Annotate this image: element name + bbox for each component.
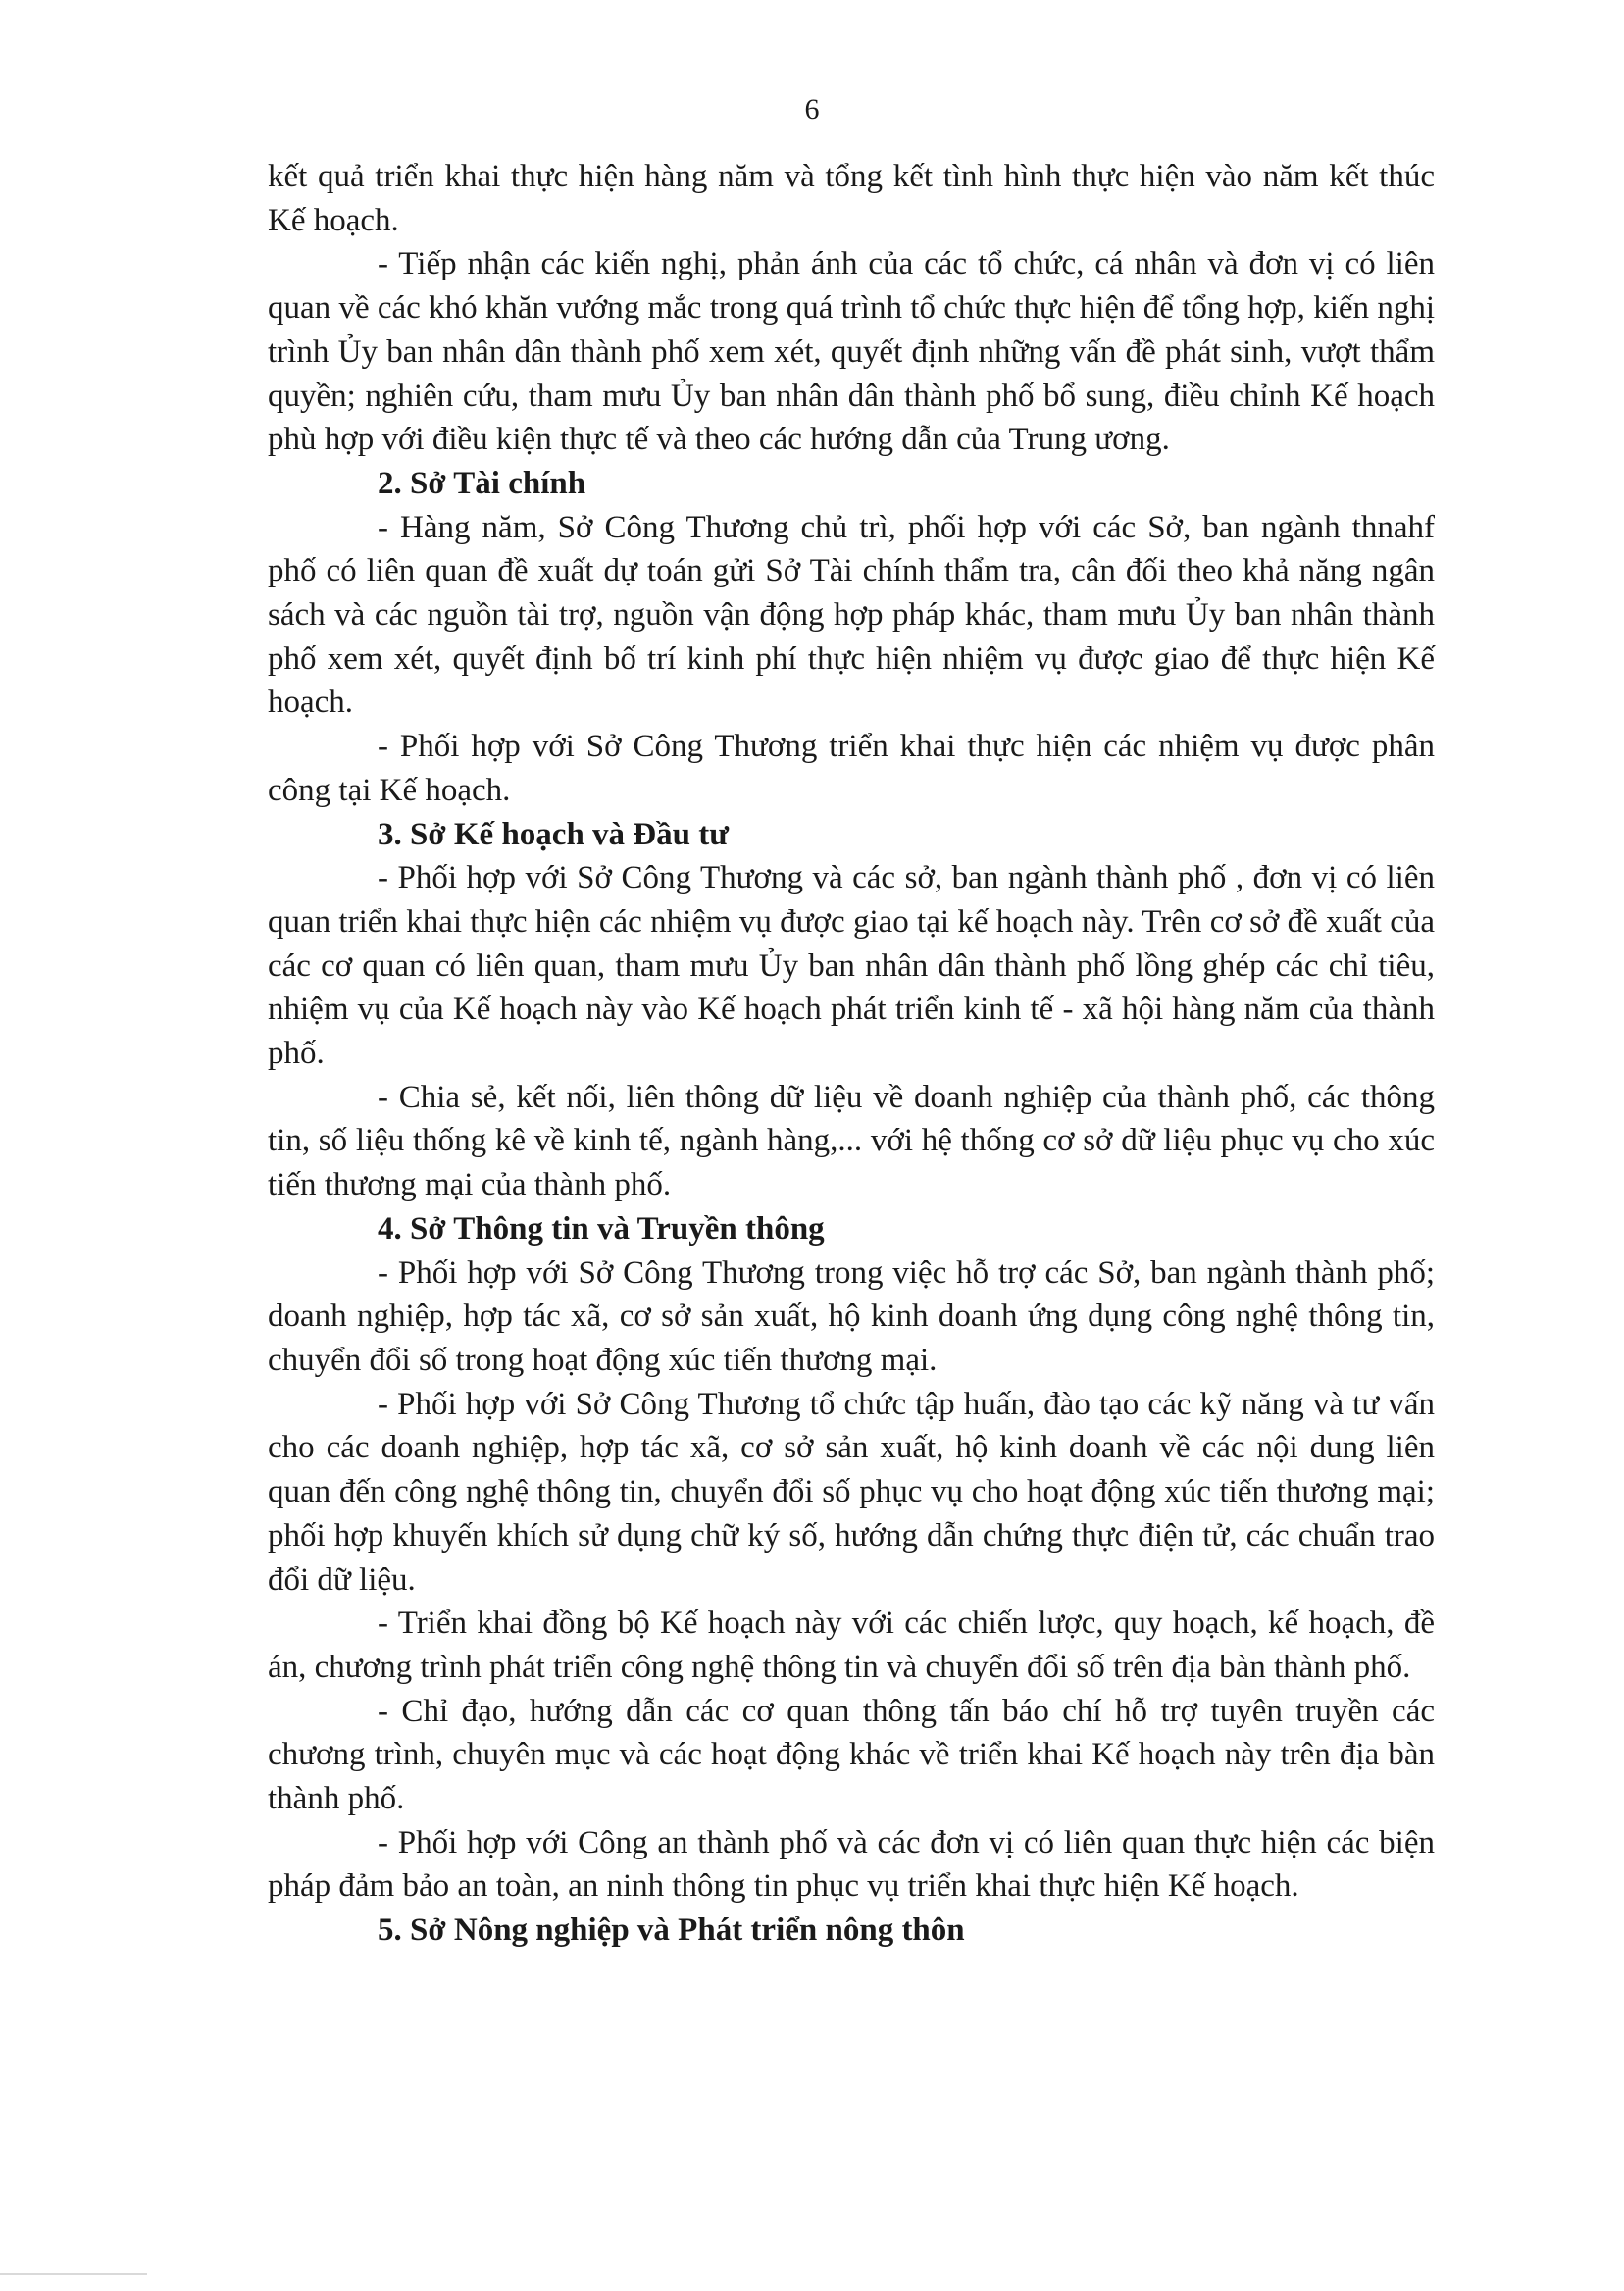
paragraph: - Triển khai đồng bộ Kế hoạch này với các chiến lược, quy hoạch, kế hoạch, đề án, chương trình phát triển công nghệ thông tin và chuyển đổi số trên địa bàn thành phố. <box>268 1605 1435 1685</box>
section-heading: 2. Sở Tài chính <box>378 465 586 501</box>
paragraph: - Phối hợp với Sở Công Thương tổ chức tập huấn, đào tạo các kỹ năng và tư vấn cho các doanh nghiệp, hợp tác xã, cơ sở sản xuất, hộ kinh doanh về các nội dung liên quan đến công nghệ thông tin, chuyển đổi số phục vụ cho hoạt động xúc tiến thương mại; phối hợp khuyến khích sử dụng chữ ký số, hướng dẫn chứng thực điện tử, các chuẩn trao đổi dữ liệu. <box>268 1386 1435 1598</box>
paragraph: - Phối hợp với Sở Công Thương trong việc hỗ trợ các Sở, ban ngành thành phố; doanh nghiệp, hợp tác xã, cơ sở sản xuất, hộ kinh doanh ứng dụng công nghệ thông tin, chuyển đổi số trong hoạt động xúc tiến thương mại. <box>268 1254 1435 1378</box>
scan-edge-mark <box>0 2273 147 2275</box>
paragraph: - Phối hợp với Sở Công Thương và các sở, ban ngành thành phố , đơn vị có liên quan triển khai thực hiện các nhiệm vụ được giao tại kế hoạch này. Trên cơ sở đề xuất của các cơ quan có liên quan, tham mưu Ủy ban nhân dân thành phố lồng ghép các chỉ tiêu, nhiệm vụ của Kế hoạch này vào Kế hoạch phát triển kinh tế - xã hội hàng năm của thành phố. <box>268 860 1435 1072</box>
paragraph: - Chia sẻ, kết nối, liên thông dữ liệu về doanh nghiệp của thành phố, các thông tin, số liệu thống kê về kinh tế, ngành hàng,... với hệ thống cơ sở dữ liệu phục vụ cho xúc tiến thương mại của thành phố. <box>268 1079 1435 1203</box>
section-heading: 4. Sở Thông tin và Truyền thông <box>378 1210 825 1247</box>
paragraph: - Phối hợp với Sở Công Thương triển khai thực hiện các nhiệm vụ được phân công tại Kế hoạch. <box>268 729 1435 808</box>
document-body <box>268 155 1435 1953</box>
paragraph: - Hàng năm, Sở Công Thương chủ trì, phối hợp với các Sở, ban ngành thnahf phố có liên quan đề xuất dự toán gửi Sở Tài chính thẩm tra, cân đối theo khả năng ngân sách và các nguồn tài trợ, nguồn vận động hợp pháp khác, tham mưu Ủy ban nhân thành phố xem xét, quyết định bố trí kinh phí thực hiện nhiệm vụ được giao để thực hiện Kế hoạch. <box>268 509 1435 721</box>
section-heading: 3. Sở Kế hoạch và Đầu tư <box>378 816 730 852</box>
paragraph: - Phối hợp với Công an thành phố và các đơn vị có liên quan thực hiện các biện pháp đảm bảo an toàn, an ninh thông tin phục vụ triển khai thực hiện Kế hoạch. <box>268 1824 1435 1905</box>
section-heading: 5. Sở Nông nghiệp và Phát triển nông thôn <box>378 1912 965 1949</box>
page-number: 6 <box>804 93 820 126</box>
paragraph: - Tiếp nhận các kiến nghị, phản ánh của các tổ chức, cá nhân và đơn vị có liên quan về các khó khăn vướng mắc trong quá trình tổ chức thực hiện để tổng hợp, kiến nghị trình Ủy ban nhân dân thành phố xem xét, quyết định những vấn đề phát sinh, vượt thẩm quyền; nghiên cứu, tham mưu Ủy ban nhân dân thành phố bổ sung, điều chỉnh Kế hoạch phù hợp với điều kiện thực tế và theo các hướng dẫn của Trung ương. <box>268 246 1435 458</box>
paragraph: kết quả triển khai thực hiện hàng năm và tổng kết tình hình thực hiện vào năm kết thúc Kế hoạch. <box>268 159 1435 238</box>
paragraph: - Chỉ đạo, hướng dẫn các cơ quan thông tấn báo chí hỗ trợ tuyên truyền các chương trình, chuyên mục và các hoạt động khác về triển khai Kế hoạch này trên địa bàn thành phố. <box>268 1693 1435 1817</box>
